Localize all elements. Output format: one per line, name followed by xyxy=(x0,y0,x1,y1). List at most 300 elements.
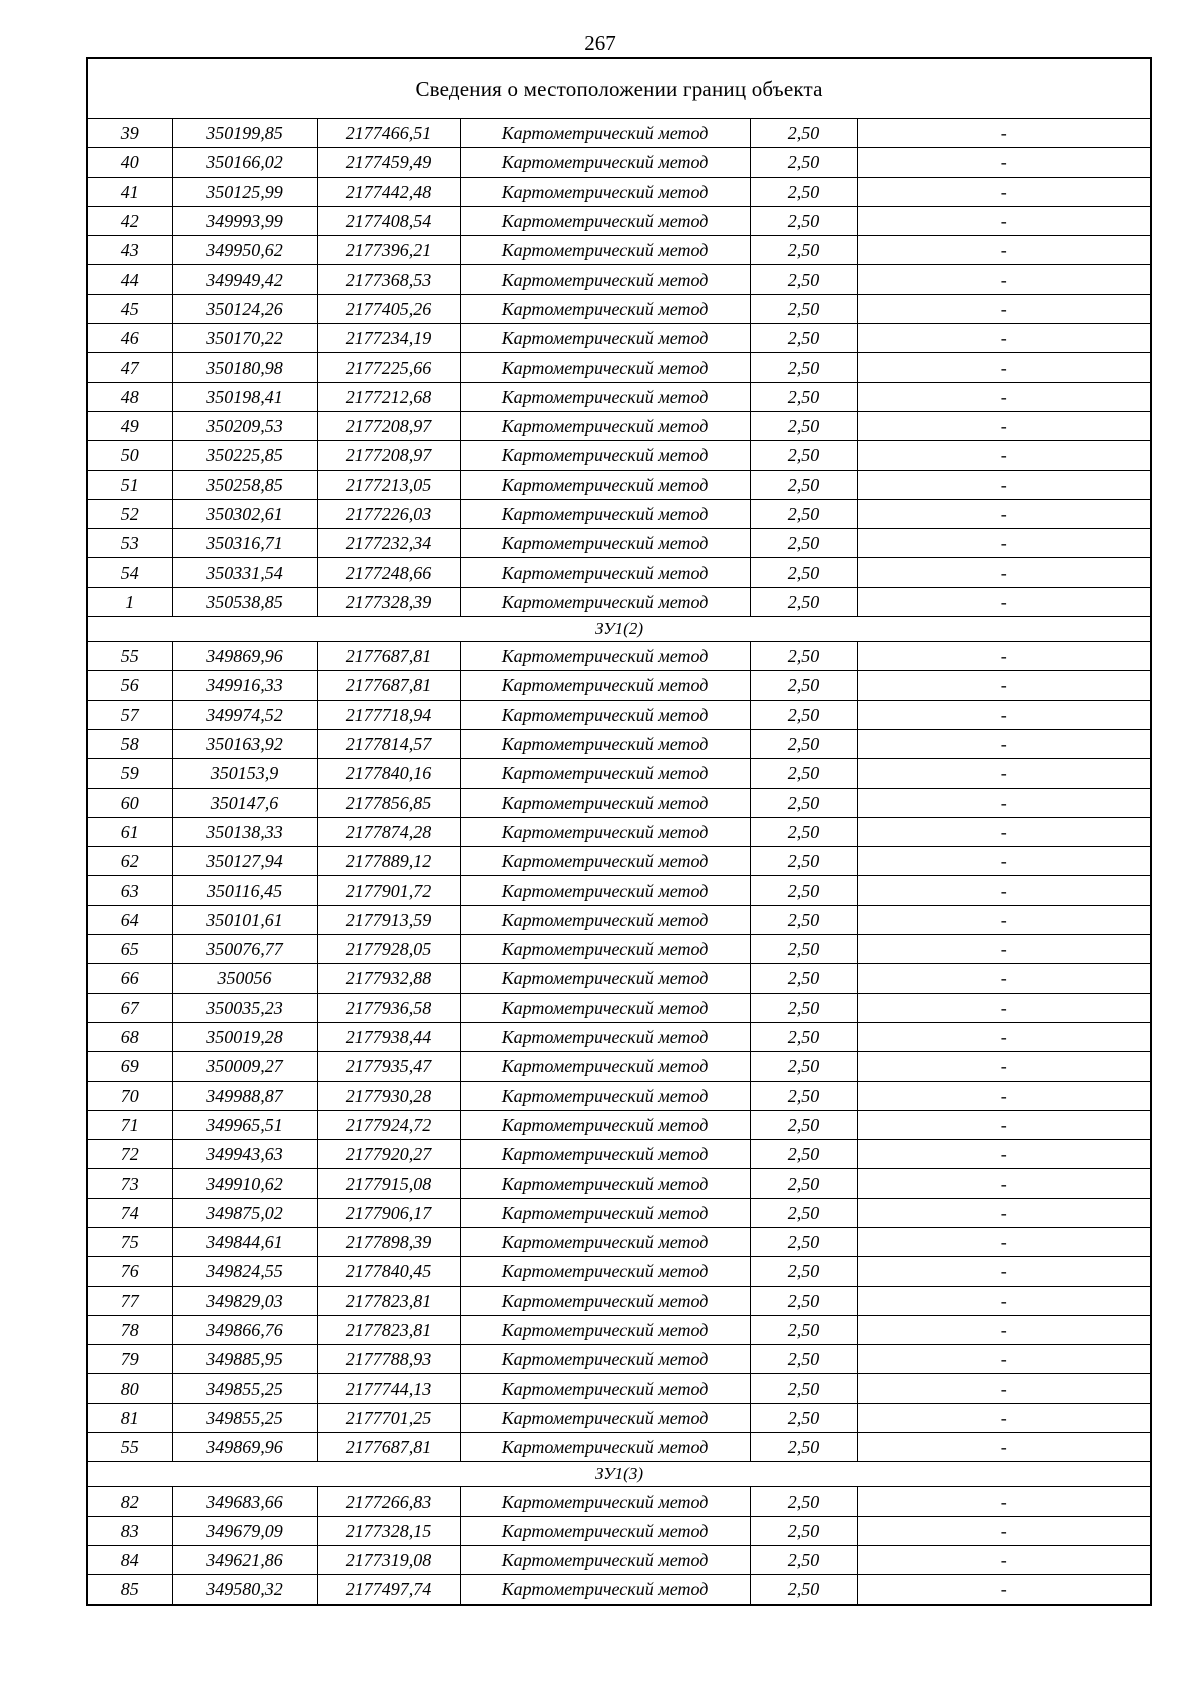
page-number: 267 xyxy=(584,31,616,55)
y-coordinate-cell: 2177442,48 xyxy=(317,177,460,206)
method-cell: Картометрический метод xyxy=(460,1022,750,1051)
table-row xyxy=(87,700,1151,729)
table-row xyxy=(87,1140,1151,1169)
accuracy-cell: 2,50 xyxy=(750,1487,857,1516)
table-row xyxy=(87,671,1151,700)
description-cell: - xyxy=(857,905,1151,934)
x-coordinate-cell: 350538,85 xyxy=(172,587,317,616)
point-number-cell: 82 xyxy=(87,1487,172,1516)
x-coordinate-cell: 349949,42 xyxy=(172,265,317,294)
table-row xyxy=(87,206,1151,235)
x-coordinate-cell: 350258,85 xyxy=(172,470,317,499)
point-number-cell: 81 xyxy=(87,1403,172,1432)
method-cell: Картометрический метод xyxy=(460,587,750,616)
point-number-cell: 69 xyxy=(87,1052,172,1081)
accuracy-cell: 2,50 xyxy=(750,1433,857,1462)
x-coordinate-cell: 349866,76 xyxy=(172,1315,317,1344)
x-coordinate-cell: 350180,98 xyxy=(172,353,317,382)
y-coordinate-cell: 2177408,54 xyxy=(317,206,460,235)
x-coordinate-cell: 349885,95 xyxy=(172,1345,317,1374)
method-cell: Картометрический метод xyxy=(460,470,750,499)
point-number-cell: 51 xyxy=(87,470,172,499)
accuracy-cell: 2,50 xyxy=(750,729,857,758)
y-coordinate-cell: 2177687,81 xyxy=(317,671,460,700)
accuracy-cell: 2,50 xyxy=(750,1140,857,1169)
point-number-cell: 39 xyxy=(87,119,172,148)
table-row xyxy=(87,1110,1151,1139)
table-row xyxy=(87,1169,1151,1198)
x-coordinate-cell: 350076,77 xyxy=(172,935,317,964)
method-cell: Картометрический метод xyxy=(460,817,750,846)
x-coordinate-cell: 350009,27 xyxy=(172,1052,317,1081)
method-cell: Картометрический метод xyxy=(460,382,750,411)
method-cell: Картометрический метод xyxy=(460,499,750,528)
x-coordinate-cell: 350125,99 xyxy=(172,177,317,206)
description-cell: - xyxy=(857,1052,1151,1081)
method-cell: Картометрический метод xyxy=(460,148,750,177)
y-coordinate-cell: 2177248,66 xyxy=(317,558,460,587)
x-coordinate-cell: 349965,51 xyxy=(172,1110,317,1139)
description-cell: - xyxy=(857,1545,1151,1574)
table-row xyxy=(87,1022,1151,1051)
description-cell: - xyxy=(857,411,1151,440)
accuracy-cell: 2,50 xyxy=(750,788,857,817)
point-number-cell: 83 xyxy=(87,1516,172,1545)
accuracy-cell: 2,50 xyxy=(750,236,857,265)
method-cell: Картометрический метод xyxy=(460,353,750,382)
point-number-cell: 66 xyxy=(87,964,172,993)
accuracy-cell: 2,50 xyxy=(750,441,857,470)
table-row xyxy=(87,1403,1151,1432)
description-cell: - xyxy=(857,1110,1151,1139)
point-number-cell: 67 xyxy=(87,993,172,1022)
y-coordinate-cell: 2177396,21 xyxy=(317,236,460,265)
point-number-cell: 40 xyxy=(87,148,172,177)
table-row xyxy=(87,729,1151,758)
table-row xyxy=(87,964,1151,993)
y-coordinate-cell: 2177889,12 xyxy=(317,847,460,876)
accuracy-cell: 2,50 xyxy=(750,905,857,934)
method-cell: Картометрический метод xyxy=(460,700,750,729)
description-cell: - xyxy=(857,1286,1151,1315)
description-cell: - xyxy=(857,265,1151,294)
point-number-cell: 46 xyxy=(87,324,172,353)
point-number-cell: 73 xyxy=(87,1169,172,1198)
point-number-cell: 42 xyxy=(87,206,172,235)
x-coordinate-cell: 350198,41 xyxy=(172,382,317,411)
method-cell: Картометрический метод xyxy=(460,1516,750,1545)
accuracy-cell: 2,50 xyxy=(750,1022,857,1051)
description-cell: - xyxy=(857,148,1151,177)
description-cell: - xyxy=(857,1433,1151,1462)
accuracy-cell: 2,50 xyxy=(750,206,857,235)
description-cell: - xyxy=(857,642,1151,671)
description-cell: - xyxy=(857,1315,1151,1344)
point-number-cell: 41 xyxy=(87,177,172,206)
accuracy-cell: 2,50 xyxy=(750,935,857,964)
point-number-cell: 55 xyxy=(87,1433,172,1462)
description-cell: - xyxy=(857,759,1151,788)
method-cell: Картометрический метод xyxy=(460,1315,750,1344)
point-number-cell: 78 xyxy=(87,1315,172,1344)
y-coordinate-cell: 2177213,05 xyxy=(317,470,460,499)
description-cell: - xyxy=(857,1345,1151,1374)
x-coordinate-cell: 349855,25 xyxy=(172,1374,317,1403)
x-coordinate-cell: 349916,33 xyxy=(172,671,317,700)
description-cell: - xyxy=(857,294,1151,323)
description-cell: - xyxy=(857,1374,1151,1403)
table-row xyxy=(87,642,1151,671)
accuracy-cell: 2,50 xyxy=(750,177,857,206)
point-number-cell: 44 xyxy=(87,265,172,294)
method-cell: Картометрический метод xyxy=(460,119,750,148)
method-cell: Картометрический метод xyxy=(460,1487,750,1516)
method-cell: Картометрический метод xyxy=(460,964,750,993)
method-cell: Картометрический метод xyxy=(460,529,750,558)
accuracy-cell: 2,50 xyxy=(750,470,857,499)
accuracy-cell: 2,50 xyxy=(750,265,857,294)
x-coordinate-cell: 350316,71 xyxy=(172,529,317,558)
description-cell: - xyxy=(857,1169,1151,1198)
table-row xyxy=(87,1575,1151,1605)
method-cell: Картометрический метод xyxy=(460,759,750,788)
y-coordinate-cell: 2177924,72 xyxy=(317,1110,460,1139)
point-number-cell: 50 xyxy=(87,441,172,470)
accuracy-cell: 2,50 xyxy=(750,1374,857,1403)
accuracy-cell: 2,50 xyxy=(750,1575,857,1605)
accuracy-cell: 2,50 xyxy=(750,642,857,671)
table-row xyxy=(87,353,1151,382)
accuracy-cell: 2,50 xyxy=(750,411,857,440)
method-cell: Картометрический метод xyxy=(460,1374,750,1403)
x-coordinate-cell: 350116,45 xyxy=(172,876,317,905)
accuracy-cell: 2,50 xyxy=(750,1227,857,1256)
description-cell: - xyxy=(857,529,1151,558)
y-coordinate-cell: 2177701,25 xyxy=(317,1403,460,1432)
y-coordinate-cell: 2177915,08 xyxy=(317,1169,460,1198)
x-coordinate-cell: 349683,66 xyxy=(172,1487,317,1516)
table-row xyxy=(87,265,1151,294)
method-cell: Картометрический метод xyxy=(460,1345,750,1374)
section-label: ЗУ1(2) xyxy=(87,617,1151,642)
y-coordinate-cell: 2177328,39 xyxy=(317,587,460,616)
method-cell: Картометрический метод xyxy=(460,1081,750,1110)
method-cell: Картометрический метод xyxy=(460,1169,750,1198)
y-coordinate-cell: 2177208,97 xyxy=(317,441,460,470)
boundary-coordinates-table xyxy=(86,57,1152,1606)
y-coordinate-cell: 2177901,72 xyxy=(317,876,460,905)
table-header-row xyxy=(87,58,1151,119)
table-row xyxy=(87,382,1151,411)
point-number-cell: 45 xyxy=(87,294,172,323)
x-coordinate-cell: 350127,94 xyxy=(172,847,317,876)
table-row xyxy=(87,817,1151,846)
method-cell: Картометрический метод xyxy=(460,236,750,265)
accuracy-cell: 2,50 xyxy=(750,1081,857,1110)
accuracy-cell: 2,50 xyxy=(750,671,857,700)
y-coordinate-cell: 2177405,26 xyxy=(317,294,460,323)
description-cell: - xyxy=(857,1140,1151,1169)
point-number-cell: 76 xyxy=(87,1257,172,1286)
y-coordinate-cell: 2177840,45 xyxy=(317,1257,460,1286)
accuracy-cell: 2,50 xyxy=(750,148,857,177)
method-cell: Картометрический метод xyxy=(460,729,750,758)
accuracy-cell: 2,50 xyxy=(750,1516,857,1545)
x-coordinate-cell: 350331,54 xyxy=(172,558,317,587)
y-coordinate-cell: 2177234,19 xyxy=(317,324,460,353)
method-cell: Картометрический метод xyxy=(460,1257,750,1286)
x-coordinate-cell: 350170,22 xyxy=(172,324,317,353)
x-coordinate-cell: 350209,53 xyxy=(172,411,317,440)
table-row xyxy=(87,1516,1151,1545)
table-row xyxy=(87,993,1151,1022)
y-coordinate-cell: 2177823,81 xyxy=(317,1286,460,1315)
description-cell: - xyxy=(857,441,1151,470)
accuracy-cell: 2,50 xyxy=(750,499,857,528)
y-coordinate-cell: 2177497,74 xyxy=(317,1575,460,1605)
description-cell: - xyxy=(857,206,1151,235)
method-cell: Картометрический метод xyxy=(460,1286,750,1315)
method-cell: Картометрический метод xyxy=(460,993,750,1022)
table-row xyxy=(87,1286,1151,1315)
table-row xyxy=(87,499,1151,528)
x-coordinate-cell: 349580,32 xyxy=(172,1575,317,1605)
table-row xyxy=(87,1052,1151,1081)
x-coordinate-cell: 350138,33 xyxy=(172,817,317,846)
point-number-cell: 55 xyxy=(87,642,172,671)
accuracy-cell: 2,50 xyxy=(750,817,857,846)
table-row xyxy=(87,935,1151,964)
section-label: ЗУ1(3) xyxy=(87,1462,1151,1487)
description-cell: - xyxy=(857,700,1151,729)
description-cell: - xyxy=(857,177,1151,206)
point-number-cell: 70 xyxy=(87,1081,172,1110)
y-coordinate-cell: 2177932,88 xyxy=(317,964,460,993)
y-coordinate-cell: 2177928,05 xyxy=(317,935,460,964)
description-cell: - xyxy=(857,876,1151,905)
point-number-cell: 48 xyxy=(87,382,172,411)
table-row xyxy=(87,177,1151,206)
y-coordinate-cell: 2177906,17 xyxy=(317,1198,460,1227)
y-coordinate-cell: 2177913,59 xyxy=(317,905,460,934)
accuracy-cell: 2,50 xyxy=(750,558,857,587)
description-cell: - xyxy=(857,1257,1151,1286)
accuracy-cell: 2,50 xyxy=(750,1169,857,1198)
description-cell: - xyxy=(857,119,1151,148)
point-number-cell: 59 xyxy=(87,759,172,788)
method-cell: Картометрический метод xyxy=(460,876,750,905)
table-row xyxy=(87,905,1151,934)
x-coordinate-cell: 350225,85 xyxy=(172,441,317,470)
point-number-cell: 74 xyxy=(87,1198,172,1227)
table-row xyxy=(87,1081,1151,1110)
point-number-cell: 57 xyxy=(87,700,172,729)
accuracy-cell: 2,50 xyxy=(750,964,857,993)
description-cell: - xyxy=(857,1575,1151,1605)
accuracy-cell: 2,50 xyxy=(750,1315,857,1344)
description-cell: - xyxy=(857,1403,1151,1432)
method-cell: Картометрический метод xyxy=(460,1433,750,1462)
x-coordinate-cell: 349844,61 xyxy=(172,1227,317,1256)
description-cell: - xyxy=(857,470,1151,499)
y-coordinate-cell: 2177920,27 xyxy=(317,1140,460,1169)
y-coordinate-cell: 2177840,16 xyxy=(317,759,460,788)
description-cell: - xyxy=(857,382,1151,411)
table-row xyxy=(87,1315,1151,1344)
y-coordinate-cell: 2177687,81 xyxy=(317,642,460,671)
section-row xyxy=(87,617,1151,642)
x-coordinate-cell: 349974,52 xyxy=(172,700,317,729)
x-coordinate-cell: 349988,87 xyxy=(172,1081,317,1110)
accuracy-cell: 2,50 xyxy=(750,759,857,788)
method-cell: Картометрический метод xyxy=(460,177,750,206)
y-coordinate-cell: 2177687,81 xyxy=(317,1433,460,1462)
description-cell: - xyxy=(857,788,1151,817)
table-row xyxy=(87,847,1151,876)
method-cell: Картометрический метод xyxy=(460,935,750,964)
point-number-cell: 63 xyxy=(87,876,172,905)
y-coordinate-cell: 2177232,34 xyxy=(317,529,460,558)
table-row xyxy=(87,1198,1151,1227)
description-cell: - xyxy=(857,1198,1151,1227)
method-cell: Картометрический метод xyxy=(460,1110,750,1139)
x-coordinate-cell: 350147,6 xyxy=(172,788,317,817)
table-row xyxy=(87,324,1151,353)
method-cell: Картометрический метод xyxy=(460,265,750,294)
point-number-cell: 62 xyxy=(87,847,172,876)
y-coordinate-cell: 2177744,13 xyxy=(317,1374,460,1403)
table-row xyxy=(87,411,1151,440)
description-cell: - xyxy=(857,558,1151,587)
table-row xyxy=(87,558,1151,587)
accuracy-cell: 2,50 xyxy=(750,847,857,876)
accuracy-cell: 2,50 xyxy=(750,993,857,1022)
table-row xyxy=(87,1345,1151,1374)
method-cell: Картометрический метод xyxy=(460,788,750,817)
table-row xyxy=(87,1487,1151,1516)
y-coordinate-cell: 2177226,03 xyxy=(317,499,460,528)
description-cell: - xyxy=(857,1022,1151,1051)
accuracy-cell: 2,50 xyxy=(750,1286,857,1315)
point-number-cell: 80 xyxy=(87,1374,172,1403)
point-number-cell: 72 xyxy=(87,1140,172,1169)
y-coordinate-cell: 2177368,53 xyxy=(317,265,460,294)
point-number-cell: 58 xyxy=(87,729,172,758)
y-coordinate-cell: 2177823,81 xyxy=(317,1315,460,1344)
x-coordinate-cell: 349869,96 xyxy=(172,1433,317,1462)
accuracy-cell: 2,50 xyxy=(750,382,857,411)
accuracy-cell: 2,50 xyxy=(750,294,857,323)
table-row xyxy=(87,788,1151,817)
method-cell: Картометрический метод xyxy=(460,1198,750,1227)
x-coordinate-cell: 349875,02 xyxy=(172,1198,317,1227)
x-coordinate-cell: 350166,02 xyxy=(172,148,317,177)
accuracy-cell: 2,50 xyxy=(750,1257,857,1286)
y-coordinate-cell: 2177814,57 xyxy=(317,729,460,758)
x-coordinate-cell: 350056 xyxy=(172,964,317,993)
y-coordinate-cell: 2177936,58 xyxy=(317,993,460,1022)
x-coordinate-cell: 350199,85 xyxy=(172,119,317,148)
accuracy-cell: 2,50 xyxy=(750,587,857,616)
x-coordinate-cell: 350124,26 xyxy=(172,294,317,323)
accuracy-cell: 2,50 xyxy=(750,119,857,148)
point-number-cell: 56 xyxy=(87,671,172,700)
method-cell: Картометрический метод xyxy=(460,1545,750,1574)
table-row xyxy=(87,1433,1151,1462)
description-cell: - xyxy=(857,671,1151,700)
x-coordinate-cell: 349829,03 xyxy=(172,1286,317,1315)
y-coordinate-cell: 2177266,83 xyxy=(317,1487,460,1516)
description-cell: - xyxy=(857,935,1151,964)
table-row xyxy=(87,294,1151,323)
x-coordinate-cell: 350302,61 xyxy=(172,499,317,528)
table-row xyxy=(87,148,1151,177)
method-cell: Картометрический метод xyxy=(460,1227,750,1256)
y-coordinate-cell: 2177938,44 xyxy=(317,1022,460,1051)
table-body xyxy=(87,58,1151,1605)
point-number-cell: 79 xyxy=(87,1345,172,1374)
method-cell: Картометрический метод xyxy=(460,847,750,876)
description-cell: - xyxy=(857,499,1151,528)
description-cell: - xyxy=(857,1487,1151,1516)
accuracy-cell: 2,50 xyxy=(750,1345,857,1374)
table-row xyxy=(87,1257,1151,1286)
method-cell: Картометрический метод xyxy=(460,411,750,440)
point-number-cell: 49 xyxy=(87,411,172,440)
table-row xyxy=(87,441,1151,470)
point-number-cell: 52 xyxy=(87,499,172,528)
table-row xyxy=(87,1545,1151,1574)
point-number-cell: 85 xyxy=(87,1575,172,1605)
table-row xyxy=(87,1227,1151,1256)
description-cell: - xyxy=(857,324,1151,353)
x-coordinate-cell: 349855,25 xyxy=(172,1403,317,1432)
point-number-cell: 75 xyxy=(87,1227,172,1256)
table-row xyxy=(87,236,1151,265)
description-cell: - xyxy=(857,847,1151,876)
table-row xyxy=(87,587,1151,616)
description-cell: - xyxy=(857,353,1151,382)
x-coordinate-cell: 349993,99 xyxy=(172,206,317,235)
accuracy-cell: 2,50 xyxy=(750,876,857,905)
description-cell: - xyxy=(857,817,1151,846)
method-cell: Картометрический метод xyxy=(460,642,750,671)
accuracy-cell: 2,50 xyxy=(750,324,857,353)
method-cell: Картометрический метод xyxy=(460,206,750,235)
description-cell: - xyxy=(857,993,1151,1022)
point-number-cell: 53 xyxy=(87,529,172,558)
x-coordinate-cell: 350163,92 xyxy=(172,729,317,758)
accuracy-cell: 2,50 xyxy=(750,529,857,558)
table-row xyxy=(87,119,1151,148)
y-coordinate-cell: 2177466,51 xyxy=(317,119,460,148)
description-cell: - xyxy=(857,1227,1151,1256)
x-coordinate-cell: 350019,28 xyxy=(172,1022,317,1051)
table-title: Сведения о местоположении границ объекта xyxy=(87,58,1151,119)
method-cell: Картометрический метод xyxy=(460,441,750,470)
y-coordinate-cell: 2177319,08 xyxy=(317,1545,460,1574)
method-cell: Картометрический метод xyxy=(460,558,750,587)
point-number-cell: 64 xyxy=(87,905,172,934)
x-coordinate-cell: 349869,96 xyxy=(172,642,317,671)
method-cell: Картометрический метод xyxy=(460,1052,750,1081)
x-coordinate-cell: 349824,55 xyxy=(172,1257,317,1286)
point-number-cell: 61 xyxy=(87,817,172,846)
x-coordinate-cell: 349910,62 xyxy=(172,1169,317,1198)
accuracy-cell: 2,50 xyxy=(750,1403,857,1432)
table-row xyxy=(87,876,1151,905)
accuracy-cell: 2,50 xyxy=(750,1110,857,1139)
